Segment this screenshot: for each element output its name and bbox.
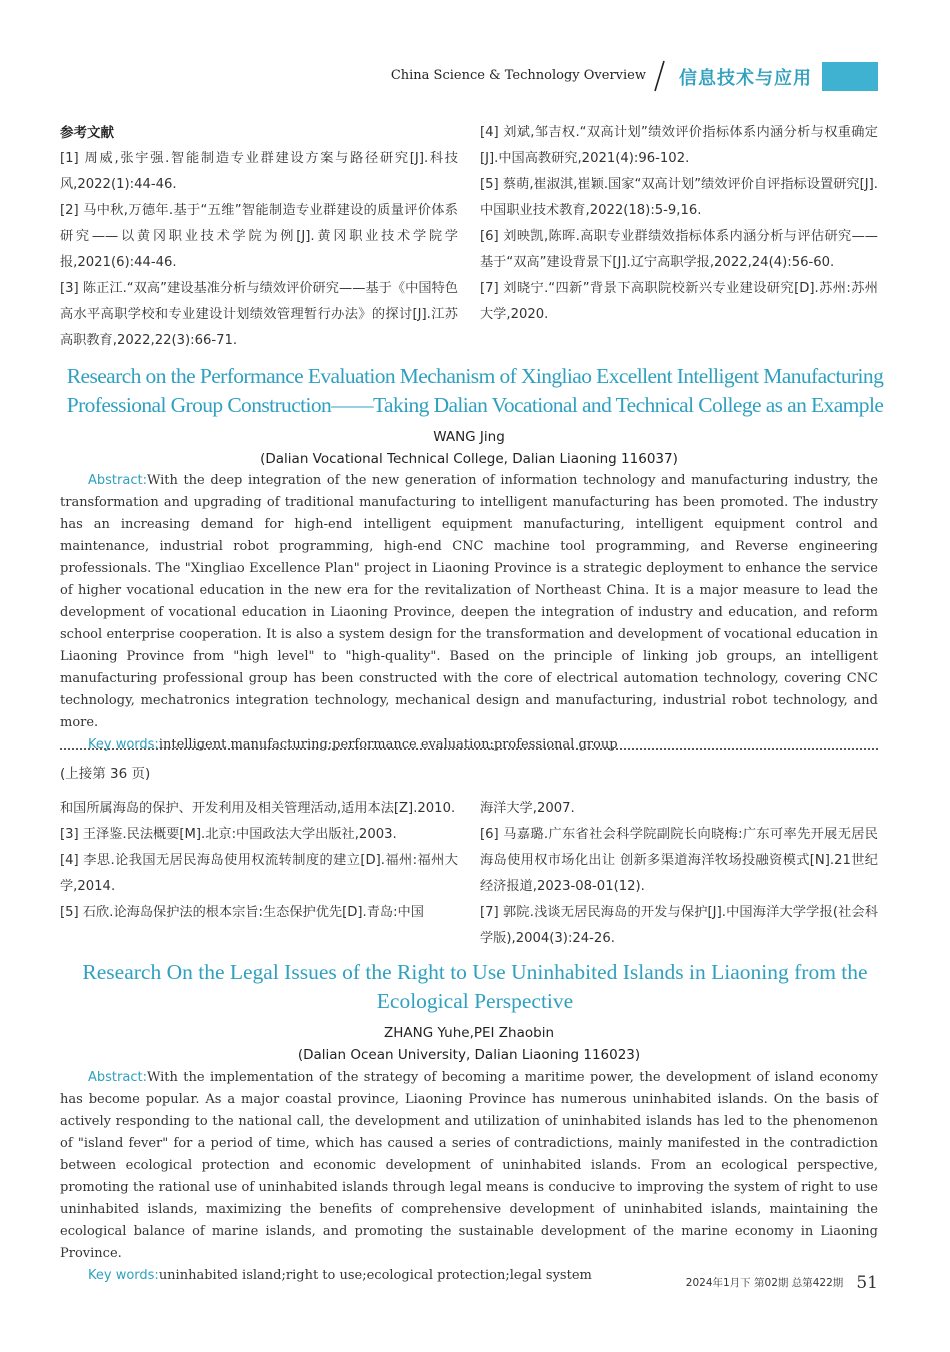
issue-info: 2024年1月下 第02期 总第422期 (685, 1277, 844, 1289)
reference-item: [3] 王泽鉴.民法概要[M].北京:中国政法大学出版社,2003. (60, 827, 397, 842)
continued-from-note: (上接第 36 页) (60, 766, 151, 782)
journal-name-en: China Science & Technology Overview (390, 68, 646, 83)
keywords-text: intelligent manufacturing;performance evaluation;professional group (158, 737, 618, 752)
author-affiliation: (Dalian Vocational Technical College, Dalian Liaoning 116037) (260, 451, 678, 467)
reference-item: [6] 刘映凯,陈晖.高职专业群绩效指标体系内涵分析与评估研究——基于“双高”建设背景下[J].辽宁高职学报,2022,24(4):56-60. (480, 229, 878, 270)
reference-item: [5] 石欣.论海岛保护法的根本宗旨:生态保护优先[D].青岛:中国 (60, 905, 424, 920)
article1-english-title (50, 362, 900, 420)
article1-references-right (480, 120, 878, 328)
page-footer (686, 1272, 878, 1293)
article2-english-title (50, 958, 900, 1016)
title-line: Professional Group Construction——Taking Dalian Vocational and Technical College as an Example (66, 393, 884, 417)
header-slash-divider (652, 60, 666, 92)
page-number: 51 (856, 1272, 878, 1293)
reference-item: 海洋大学,2007. (480, 801, 575, 816)
keywords-label: Key words: (88, 1268, 159, 1283)
article2-references-left (60, 796, 458, 926)
author-name: ZHANG Yuhe,PEI Zhaobin (383, 1025, 555, 1041)
abstract-paragraph (60, 1067, 878, 1265)
reference-item: [3] 陈正江.“双高”建设基准分析与绩效评价研究——基于《中国特色高水平高职学校和专业建设计划绩效管理暂行办法》的探讨[J].江苏高职教育,2022,22(3):66-71. (60, 281, 458, 348)
title-line: Research on the Performance Evaluation Mechanism of Xingliao Excellent Intelligent Manufacturing (66, 364, 884, 388)
author-affiliation: (Dalian Ocean University, Dalian Liaoning 116023) (297, 1047, 641, 1063)
reference-item: [2] 马中秋,万德年.基于“五维”智能制造专业群建设的质量评价体系研究——以黄冈职业技术学院为例[J].黄冈职业技术学院学报,2021(6):44-46. (60, 203, 458, 270)
keywords-paragraph (60, 734, 878, 756)
article1-abstract (60, 470, 878, 756)
keywords-text: uninhabited island;right to use;ecological protection;legal system (158, 1268, 592, 1283)
references-title: 参考文献 (60, 125, 114, 141)
reference-item: [1] 周威,张宇强.智能制造专业群建设方案与路径研究[J].科技风,2022(1):44-46. (60, 151, 458, 192)
article1-author-block (60, 426, 878, 470)
article2-author-block (60, 1022, 878, 1066)
reference-item: 和国所属海岛的保护、开发利用及相关管理活动,适用本法[Z].2010. (60, 801, 456, 816)
title-line: Ecological Perspective (376, 989, 574, 1013)
keywords-label: Key words: (88, 737, 159, 752)
article2-references-right (480, 796, 878, 952)
dotted-separator (60, 748, 878, 750)
reference-item: [4] 刘斌,邹吉权.“双高计划”绩效评价指标体系内涵分析与权重确定[J].中国高教研究,2021(4):96-102. (480, 125, 878, 166)
page-header (60, 62, 878, 92)
abstract-label: Abstract: (88, 1070, 147, 1085)
reference-item: [6] 马嘉璐.广东省社会科学院副院长向晓梅:广东可率先开展无居民海岛使用权市场化出让 创新多渠道海洋牧场投融资模式[N].21世纪经济报道,2023-08-01(12). (480, 827, 878, 894)
section-name-cn: 信息技术与应用 (679, 68, 812, 89)
reference-item: [5] 蔡萌,崔淑淇,崔颖.国家“双高计划”绩效评价自评指标设置研究[J].中国职业技术教育,2022(18):5-9,16. (480, 177, 878, 218)
reference-item: [7] 郭院.浅谈无居民海岛的开发与保护[J].中国海洋大学学报(社会科学版),2004(3):24-26. (480, 905, 878, 946)
author-name: WANG Jing (433, 429, 505, 445)
article2-abstract (60, 1067, 878, 1287)
abstract-text: With the deep integration of the new generation of information technology and manufacturing industry, the transformation and upgrading of traditional manufacturing to intelligent manufacturing has been promoted. The industry has an increasing demand for high-end intelligent equipment manufacturing, intelligent equipment control and maintenance, industrial robot programming, high-end CNC machine tool programming, and Reverse engineering professionals. The "Xingliao Excellence Plan" project in Liaoning Province is a strategic deployment to enhance the service of higher vocational education in the new era for the revitalization of Northeast China. It is a major measure to lead the development of vocational education in Liaoning Province, deepen the integration of industry and education, and reform school enterprise cooperation. It is also a system design for the transformation and development of vocational education in Liaoning Province from "high level" to "high-quality". Based on the principle of linking job groups, an intelligent manufacturing professional group has been constructed with the core of electrical automation technology, covering CNC technology, mechatronics integration technology, mechanical design and manufacturing, industrial robot technology, and more. (60, 473, 878, 730)
reference-item: [4] 李思.论我国无居民海岛使用权流转制度的建立[D].福州:福州大学,2014. (60, 853, 458, 894)
abstract-label: Abstract: (88, 473, 147, 488)
abstract-paragraph (60, 470, 878, 734)
title-line: Research On the Legal Issues of the Right to Use Uninhabited Islands in Liaoning from the (82, 960, 868, 984)
reference-item: [7] 刘晓宁.“四新”背景下高职院校新兴专业建设研究[D].苏州:苏州大学,2020. (480, 281, 878, 322)
abstract-text: With the implementation of the strategy of becoming a maritime power, the development of island economy has become popular. As a major coastal province, Liaoning Province has numerous uninhabited islands. On the basis of actively responding to the national call, the development and utilization of uninhabited islands has led to the phenomenon of "island fever" for a period of time, which has caused a series of contradictions, mainly manifested in the contradiction between ecological protection and economic development of uninhabited islands. From an ecological perspective, promoting the rational use of uninhabited islands through legal means is conducive to improving the system of right to use uninhabited islands, maximizing the benefits of comprehensive development of uninhabited islands, maintaining the ecological balance of marine islands, and promoting the sustainable development of the marine economy in Liaoning Province. (60, 1070, 878, 1261)
article1-references-left (60, 120, 458, 354)
header-color-block (822, 62, 878, 91)
